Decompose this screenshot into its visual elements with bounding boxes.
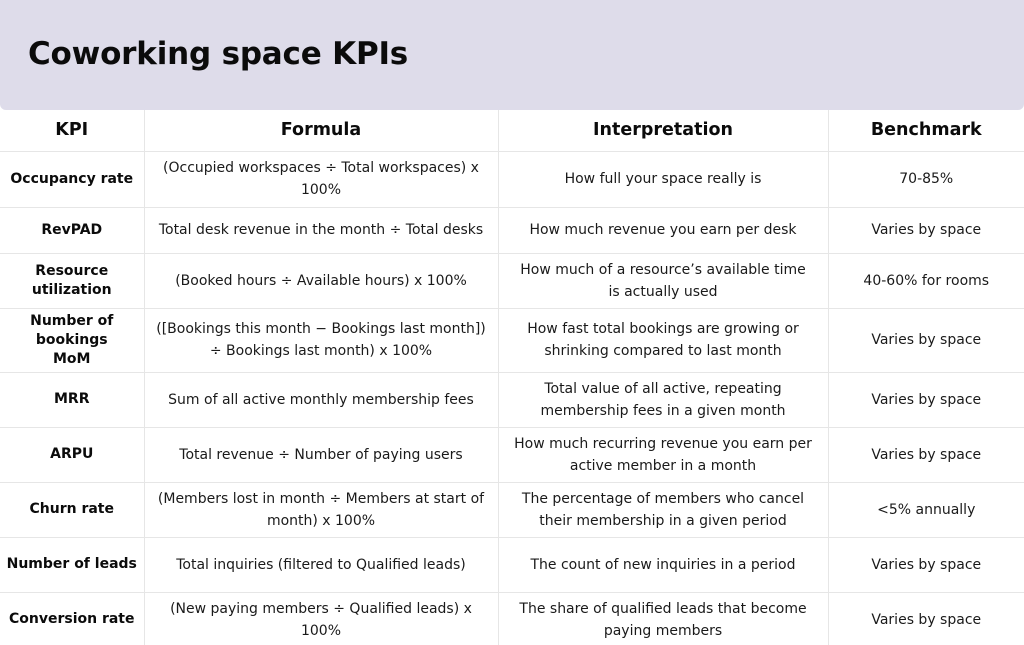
kpi-name-cell: Churn rate — [0, 482, 144, 537]
table-row — [0, 372, 1024, 427]
column-header-formula: Formula — [144, 110, 498, 151]
kpi-name-cell — [0, 253, 144, 308]
benchmark-cell: Varies by space — [828, 308, 1024, 372]
benchmark-cell: Varies by space — [828, 207, 1024, 253]
benchmark-cell: Varies by space — [828, 372, 1024, 427]
benchmark-cell: Varies by space — [828, 537, 1024, 592]
interpretation-text: How much of a resource’s available time is actually used — [520, 261, 806, 300]
interpretation-cell — [498, 427, 828, 482]
interpretation-cell — [498, 372, 828, 427]
interpretation-text: The percentage of members who cancel their membership in a given period — [521, 490, 805, 529]
benchmark-cell: <5% annually — [828, 482, 1024, 537]
kpi-name-text: Number of bookings MoM — [30, 312, 114, 367]
kpi-name-text: Resource utilization — [31, 262, 112, 298]
formula-cell — [144, 592, 498, 645]
interpretation-cell: How much revenue you earn per desk — [498, 207, 828, 253]
interpretation-text: Total value of all active, repeating membership fees in a given month — [540, 380, 786, 419]
interpretation-text: How fast total bookings are growing or shrinking compared to last month — [527, 321, 799, 359]
benchmark-cell: 70-85% — [828, 151, 1024, 207]
formula-cell: (Booked hours ÷ Available hours) x 100% — [144, 253, 498, 308]
formula-text: (Members lost in month ÷ Members at start of month) x 100% — [157, 490, 485, 529]
kpi-name-cell: Conversion rate — [0, 592, 144, 645]
interpretation-cell: How full your space really is — [498, 151, 828, 207]
formula-text: (New paying members ÷ Qualified leads) x 100% — [170, 600, 472, 639]
formula-cell — [144, 151, 498, 207]
table-row — [0, 253, 1024, 308]
kpi-name-cell: Occupancy rate — [0, 151, 144, 207]
interpretation-cell — [498, 482, 828, 537]
interpretation-cell: The count of new inquiries in a period — [498, 537, 828, 592]
formula-cell: Total desk revenue in the month ÷ Total desks — [144, 207, 498, 253]
interpretation-cell — [498, 308, 828, 372]
benchmark-cell: 40-60% for rooms — [828, 253, 1024, 308]
formula-cell: Total inquiries (filtered to Qualified leads) — [144, 537, 498, 592]
page-title: Coworking space KPIs — [28, 36, 409, 72]
interpretation-cell — [498, 592, 828, 645]
formula-cell — [144, 482, 498, 537]
title-banner — [0, 0, 1024, 110]
column-header-benchmark: Benchmark — [828, 110, 1024, 151]
interpretation-cell — [498, 253, 828, 308]
table-row — [0, 482, 1024, 537]
kpi-name-cell — [0, 308, 144, 372]
benchmark-cell: Varies by space — [828, 592, 1024, 645]
kpi-name-cell: Number of leads — [0, 537, 144, 592]
formula-cell: Total revenue ÷ Number of paying users — [144, 427, 498, 482]
table-row — [0, 592, 1024, 645]
formula-cell: Sum of all active monthly membership fees — [144, 372, 498, 427]
table-row — [0, 537, 1024, 592]
table-row — [0, 308, 1024, 372]
interpretation-text: The share of qualified leads that become paying members — [519, 600, 807, 639]
table-row — [0, 151, 1024, 207]
benchmark-cell: Varies by space — [828, 427, 1024, 482]
interpretation-text: How much recurring revenue you earn per active member in a month — [514, 435, 812, 474]
column-header-kpi: KPI — [0, 110, 144, 151]
formula-cell: ([Bookings this month − Bookings last month]) ÷ Bookings last month) x 100% — [144, 308, 498, 372]
kpi-name-cell: MRR — [0, 372, 144, 427]
kpi-table — [0, 110, 1024, 645]
kpi-name-cell: ARPU — [0, 427, 144, 482]
column-header-interpretation: Interpretation — [498, 110, 828, 151]
kpi-name-cell: RevPAD — [0, 207, 144, 253]
table-header-row — [0, 110, 1024, 151]
formula-text: (Occupied workspaces ÷ Total workspaces) x 100% — [163, 160, 479, 198]
table-row — [0, 427, 1024, 482]
table-row — [0, 207, 1024, 253]
